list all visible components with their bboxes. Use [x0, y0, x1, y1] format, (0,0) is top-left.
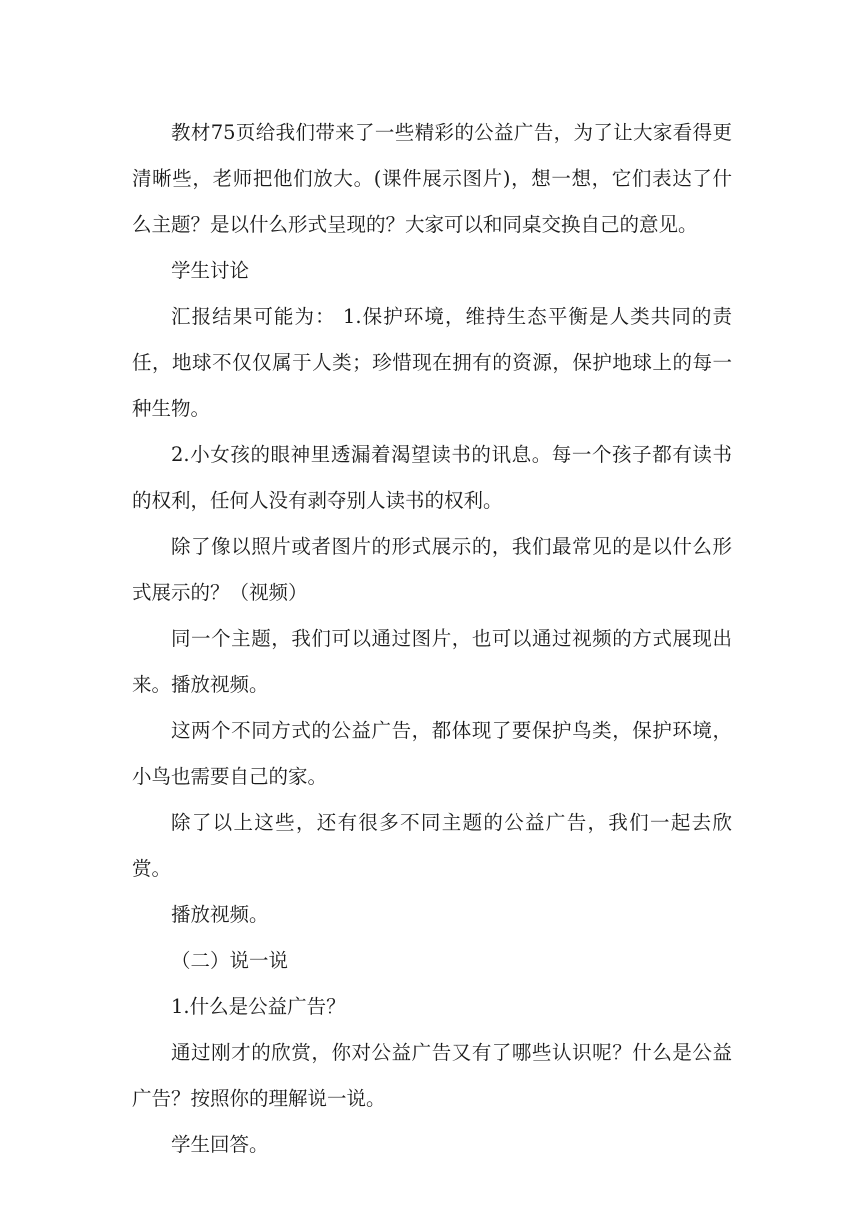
paragraph-student-answer: 学生回答。	[171, 1133, 269, 1156]
paragraph-girl-reading: 2.小女孩的眼神里透漏着渴望读书的讯息。每一个孩子都有读书的权利，任何人没有剥夺别人读书的权利。	[132, 443, 732, 512]
paragraph-same-theme: 同一个主题，我们可以通过图片，也可以通过视频的方式展现出来。播放视频。	[132, 627, 732, 696]
paragraph-protect-birds: 这两个不同方式的公益广告，都体现了要保护鸟类，保护环境，小鸟也需要自己的家。	[132, 719, 732, 788]
paragraph-other-themes: 除了以上这些，还有很多不同主题的公益广告，我们一起去欣赏。	[132, 811, 732, 880]
paragraph-understanding: 通过刚才的欣赏，你对公益广告又有了哪些认识呢？什么是公益广告？按照你的理解说一说。	[132, 1041, 732, 1110]
paragraph-play-video: 播放视频。	[171, 903, 269, 926]
paragraph-student-discussion: 学生讨论	[171, 259, 250, 282]
paragraph-video-question: 除了像以照片或者图片的形式展示的，我们最常见的是以什么形式展示的？（视频）	[132, 535, 732, 604]
section-heading-speak: （二）说一说	[171, 949, 289, 972]
paragraph-report-results: 汇报结果可能为： 1.保护环境，维持生态平衡是人类共同的责任，地球不仅仅属于人类；珍惜现在拥有的资源，保护地球上的每一种生物。	[132, 305, 732, 420]
paragraph-textbook-ads: 教材75页给我们带来了一些精彩的公益广告，为了让大家看得更清晰些，老师把他们放大。(课件展示图片)，想一想，它们表达了什么主题？是以什么形式呈现的？大家可以和同桌交换自己的意见。	[132, 121, 732, 236]
document-body	[132, 110, 732, 1168]
subheading-what-is-psa: 1.什么是公益广告？	[171, 995, 346, 1018]
